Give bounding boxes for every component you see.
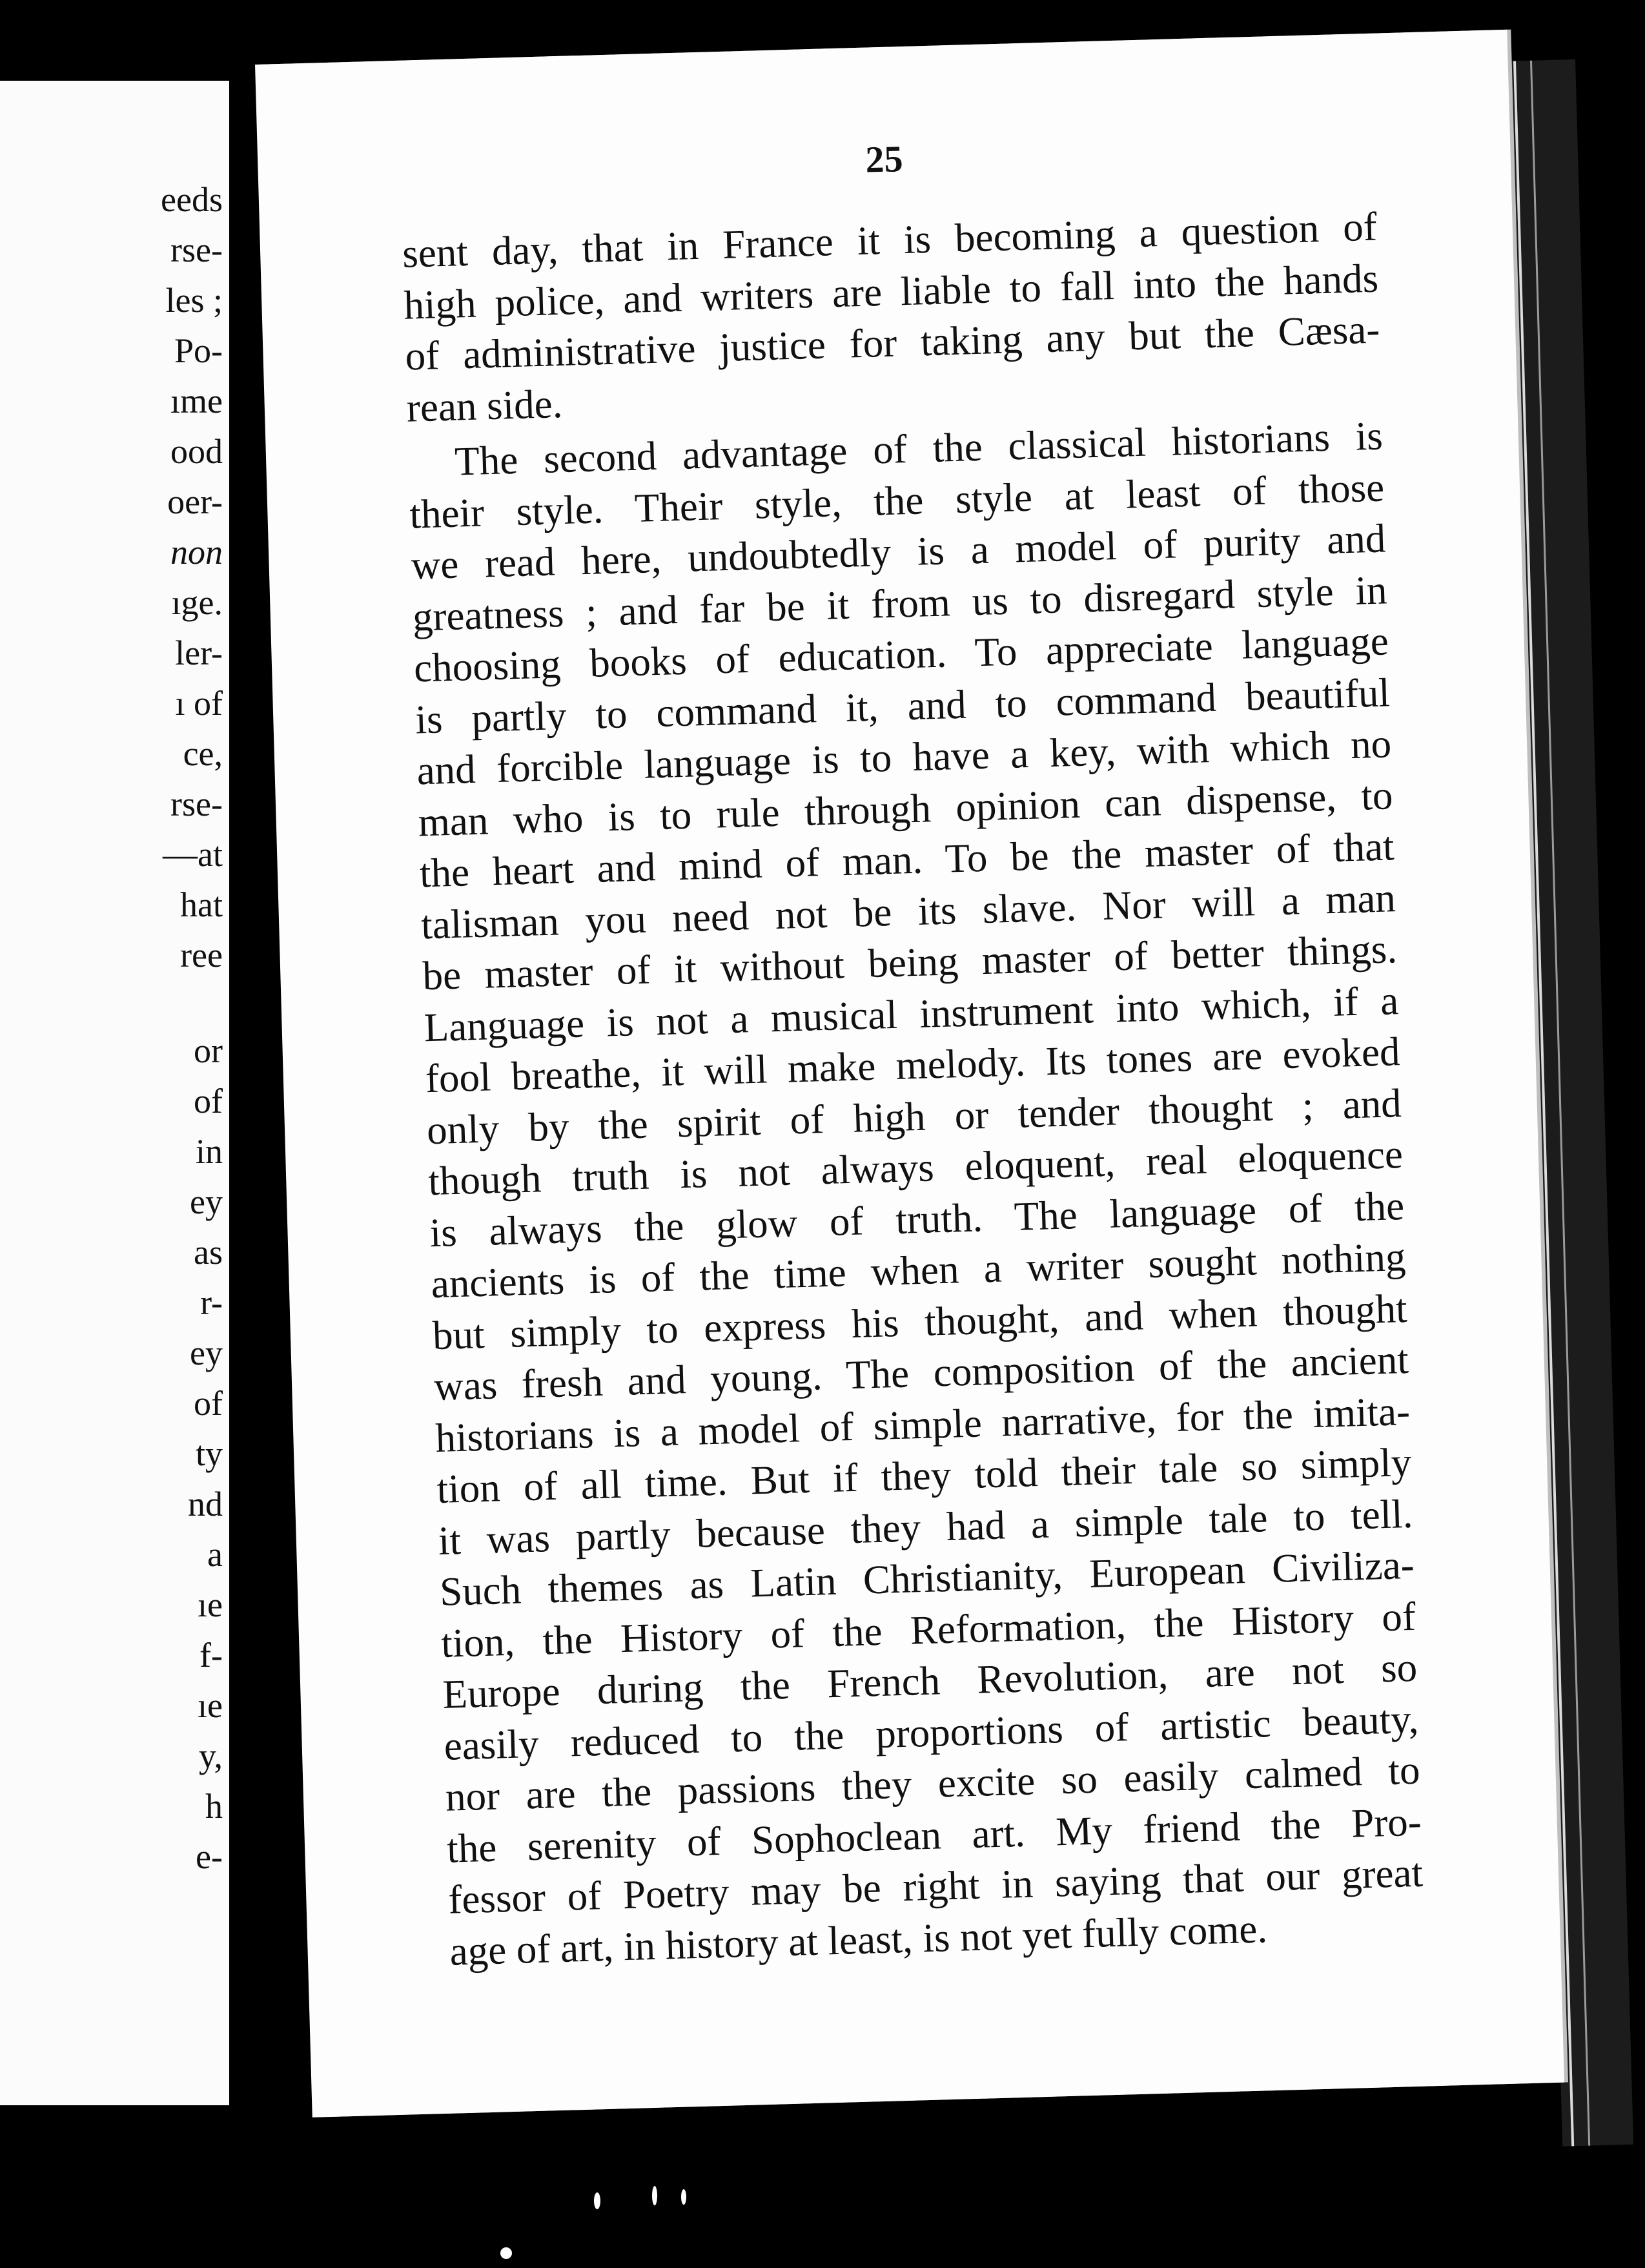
left-page-fragment: ey (190, 1182, 223, 1221)
text-line: The second advantage of the classical historians is (454, 413, 1384, 484)
text-line: high police, and writers are liable to fall into the hands (403, 255, 1379, 328)
scan-speck (500, 2247, 512, 2259)
text-line: choosing books of education. To appreciate language (413, 618, 1389, 691)
text-line: is partly to command it, and to command beautiful (414, 669, 1391, 742)
left-page-fragment: in (195, 1132, 223, 1171)
left-page-fragment: ey (190, 1334, 223, 1372)
text-line: be master of it without being master of better things. (422, 926, 1398, 999)
left-page-fragment: ler- (175, 634, 223, 672)
text-line: talisman you need not be its slave. Nor will a man (420, 874, 1396, 947)
left-page-fragment: ıe (198, 1686, 223, 1725)
scan-speck (594, 2192, 600, 2209)
scan-speck (652, 2186, 657, 2205)
text-line: Such themes as Latin Christianity, European Civiliza- (439, 1541, 1415, 1614)
left-page-fragment: les ; (165, 281, 223, 320)
text-line: of administrative justice for taking any but the Cæsa- (404, 306, 1381, 379)
text-line: the serenity of Sophoclean art. My friend the Pro- (446, 1799, 1422, 1871)
left-page-fragment: non (170, 533, 223, 572)
left-page-fragment: as (194, 1233, 223, 1272)
paragraph (407, 410, 1425, 1977)
text-line: age of art, in history at least, is not yet fully come. (449, 1905, 1268, 1974)
left-page-fragment: oer- (167, 482, 223, 521)
text-line: though truth is not always eloquent, real eloquence (427, 1131, 1404, 1204)
left-page-fragment: rse- (170, 231, 223, 269)
text-line: their style. Their style, the style at least of those (409, 464, 1385, 537)
left-page-fragment: ree (180, 936, 223, 974)
left-page-fragment: a (207, 1535, 223, 1574)
left-page-fragment: rse- (170, 785, 223, 823)
text-line: is always the glow of truth. The language of the (429, 1182, 1405, 1255)
text-line: Europe during the French Revolution, are not so (442, 1644, 1418, 1717)
left-page-fragment: ıge. (171, 583, 223, 622)
left-page-fragment: of (194, 1384, 223, 1423)
text-line: man who is to rule through opinion can dispense, to (417, 772, 1394, 845)
scan-speck (681, 2189, 686, 2205)
left-page-fragment: f- (199, 1636, 223, 1675)
left-page-fragment: ood (170, 432, 223, 471)
text-line: was fresh and young. The composition of the ancient (433, 1336, 1409, 1410)
left-page-fragment: ıme (170, 382, 223, 420)
left-page-fragment: Po- (174, 331, 223, 370)
text-line: the heart and mind of man. To be the master of that (419, 823, 1395, 896)
left-page-fragment: e- (196, 1837, 223, 1876)
text-line: ancients is of the time when a writer sought nothing (430, 1233, 1407, 1307)
text-line: we read here, undoubtedly is a model of purity and (410, 515, 1387, 588)
left-page-fragment: or (194, 1031, 223, 1070)
left-page-fragment: ce, (183, 734, 223, 773)
text-line: nor are the passions they excite so easily calmed to (445, 1747, 1421, 1820)
text-line: it was partly because they had a simple tale to tell. (437, 1490, 1414, 1563)
left-page-fragment: eeds (161, 180, 223, 219)
text-line: and forcible language is to have a key, with which no (416, 721, 1393, 794)
left-page-fragment: nd (188, 1485, 223, 1523)
left-page-fragment: of (194, 1082, 223, 1120)
text-line: sent day, that in France it is becoming a question of (402, 203, 1378, 276)
text-line: fessor of Poetry may be right in saying that our great (447, 1850, 1424, 1923)
left-page-fragment: ıe (198, 1585, 223, 1624)
left-page-fragment: —at (163, 835, 223, 874)
text-line: tion of all time. But if they told their tale so simply (436, 1439, 1413, 1512)
text-line: easily reduced to the proportions of artistic beauty, (443, 1696, 1420, 1769)
left-page-fragment: ı of (175, 684, 223, 723)
text-line: only by the spirit of high or tender thought ; and (426, 1080, 1402, 1153)
left-page-sliver (0, 81, 229, 2105)
left-page-fragment: y, (199, 1737, 223, 1775)
left-page-fragment: h (205, 1787, 223, 1826)
text-line: Language is not a musical instrument into which, if a (423, 977, 1400, 1050)
book-page (255, 30, 1564, 2118)
left-page-fragment: r- (200, 1283, 223, 1322)
left-page-fragment: hat (180, 885, 223, 924)
text-line: historians is a model of simple narrative, for the imita- (434, 1388, 1411, 1461)
text-line: greatness ; and far be it from us to disregard style in (411, 566, 1388, 640)
left-page-fragment: ty (195, 1434, 223, 1473)
page-number: 25 (864, 138, 904, 181)
text-line: but simply to express his thought, and when thought (432, 1285, 1408, 1358)
text-line: rean side. (405, 380, 564, 431)
page-body-text (402, 201, 1425, 1977)
text-line: fool breathe, it will make melody. Its tones are evoked (424, 1029, 1401, 1102)
paragraph (402, 201, 1382, 434)
text-line: tion, the History of the Reformation, the History of (440, 1593, 1416, 1666)
